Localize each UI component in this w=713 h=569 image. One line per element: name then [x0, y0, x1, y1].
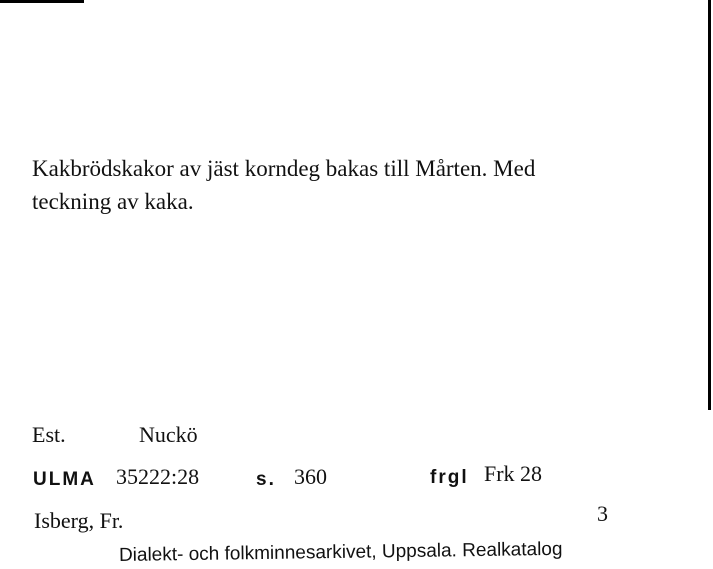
informant-value: Frk 28 — [484, 461, 543, 486]
archive-label: ULMA — [33, 469, 96, 490]
archive-number: 35222:28 — [116, 464, 200, 489]
page-label: s. — [256, 469, 276, 490]
description-line-2: teckning av kaka. — [32, 189, 194, 214]
card-right-edge — [708, 0, 711, 410]
card-top-edge — [0, 0, 84, 3]
description — [32, 152, 535, 218]
archive-footer: Dialekt- och folkminnesarkivet, Uppsala. Realkatalog — [118, 538, 563, 566]
collector-name: Isberg, Fr. — [34, 508, 124, 533]
description-line-1: Kakbrödskakor av jäst korndeg bakas till Mårten. Med — [32, 156, 536, 181]
card-number: 3 — [597, 501, 608, 526]
country-code: Est. — [32, 422, 66, 447]
informant-label: frgl — [430, 467, 469, 488]
page-number: 360 — [294, 464, 327, 489]
place-name: Nuckö — [139, 422, 198, 447]
